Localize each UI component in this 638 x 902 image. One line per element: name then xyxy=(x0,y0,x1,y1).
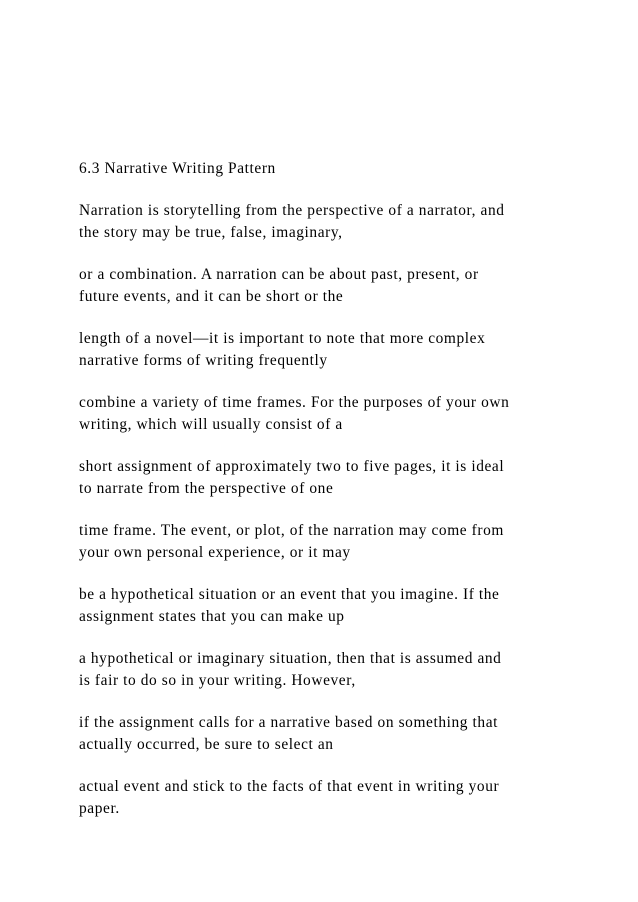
paragraph-line: narrative forms of writing frequently xyxy=(79,352,328,369)
paragraph xyxy=(79,776,579,820)
paragraph-line: actual event and stick to the facts of that event in writing your xyxy=(79,778,500,795)
paragraph-line: actually occurred, be sure to select an xyxy=(79,736,334,753)
paragraph-line: to narrate from the perspective of one xyxy=(79,480,334,497)
paragraph-line: assignment states that you can make up xyxy=(79,608,345,625)
paragraph-line: the story may be true, false, imaginary, xyxy=(79,224,343,241)
section-heading: 6.3 Narrative Writing Pattern xyxy=(79,160,276,177)
paragraph xyxy=(79,712,579,756)
paragraph xyxy=(79,648,579,692)
paragraph-line: or a combination. A narration can be about past, present, or xyxy=(79,266,479,283)
paragraph xyxy=(79,584,579,628)
document-body xyxy=(79,158,579,840)
paragraph-line: length of a novel—it is important to note that more complex xyxy=(79,330,486,347)
paragraph-line: short assignment of approximately two to five pages, it is ideal xyxy=(79,458,505,475)
paragraph xyxy=(79,200,579,244)
paragraph-line: a hypothetical or imaginary situation, then that is assumed and xyxy=(79,650,502,667)
paragraph-line: combine a variety of time frames. For the purposes of your own xyxy=(79,394,510,411)
paragraph xyxy=(79,520,579,564)
paragraph-line: if the assignment calls for a narrative based on something that xyxy=(79,714,499,731)
paragraph-line: your own personal experience, or it may xyxy=(79,544,351,561)
paragraph-line: future events, and it can be short or the xyxy=(79,288,344,305)
paragraph-line: time frame. The event, or plot, of the narration may come from xyxy=(79,522,504,539)
paragraph-line: writing, which will usually consist of a xyxy=(79,416,343,433)
paragraph-line: is fair to do so in your writing. However, xyxy=(79,672,356,689)
paragraph xyxy=(79,392,579,436)
paragraph xyxy=(79,456,579,500)
paragraph-line: paper. xyxy=(79,800,120,817)
paragraph-line: Narration is storytelling from the perspective of a narrator, and xyxy=(79,202,505,219)
paragraph xyxy=(79,328,579,372)
paragraph-line: be a hypothetical situation or an event that you imagine. If the xyxy=(79,586,500,603)
paragraph xyxy=(79,264,579,308)
